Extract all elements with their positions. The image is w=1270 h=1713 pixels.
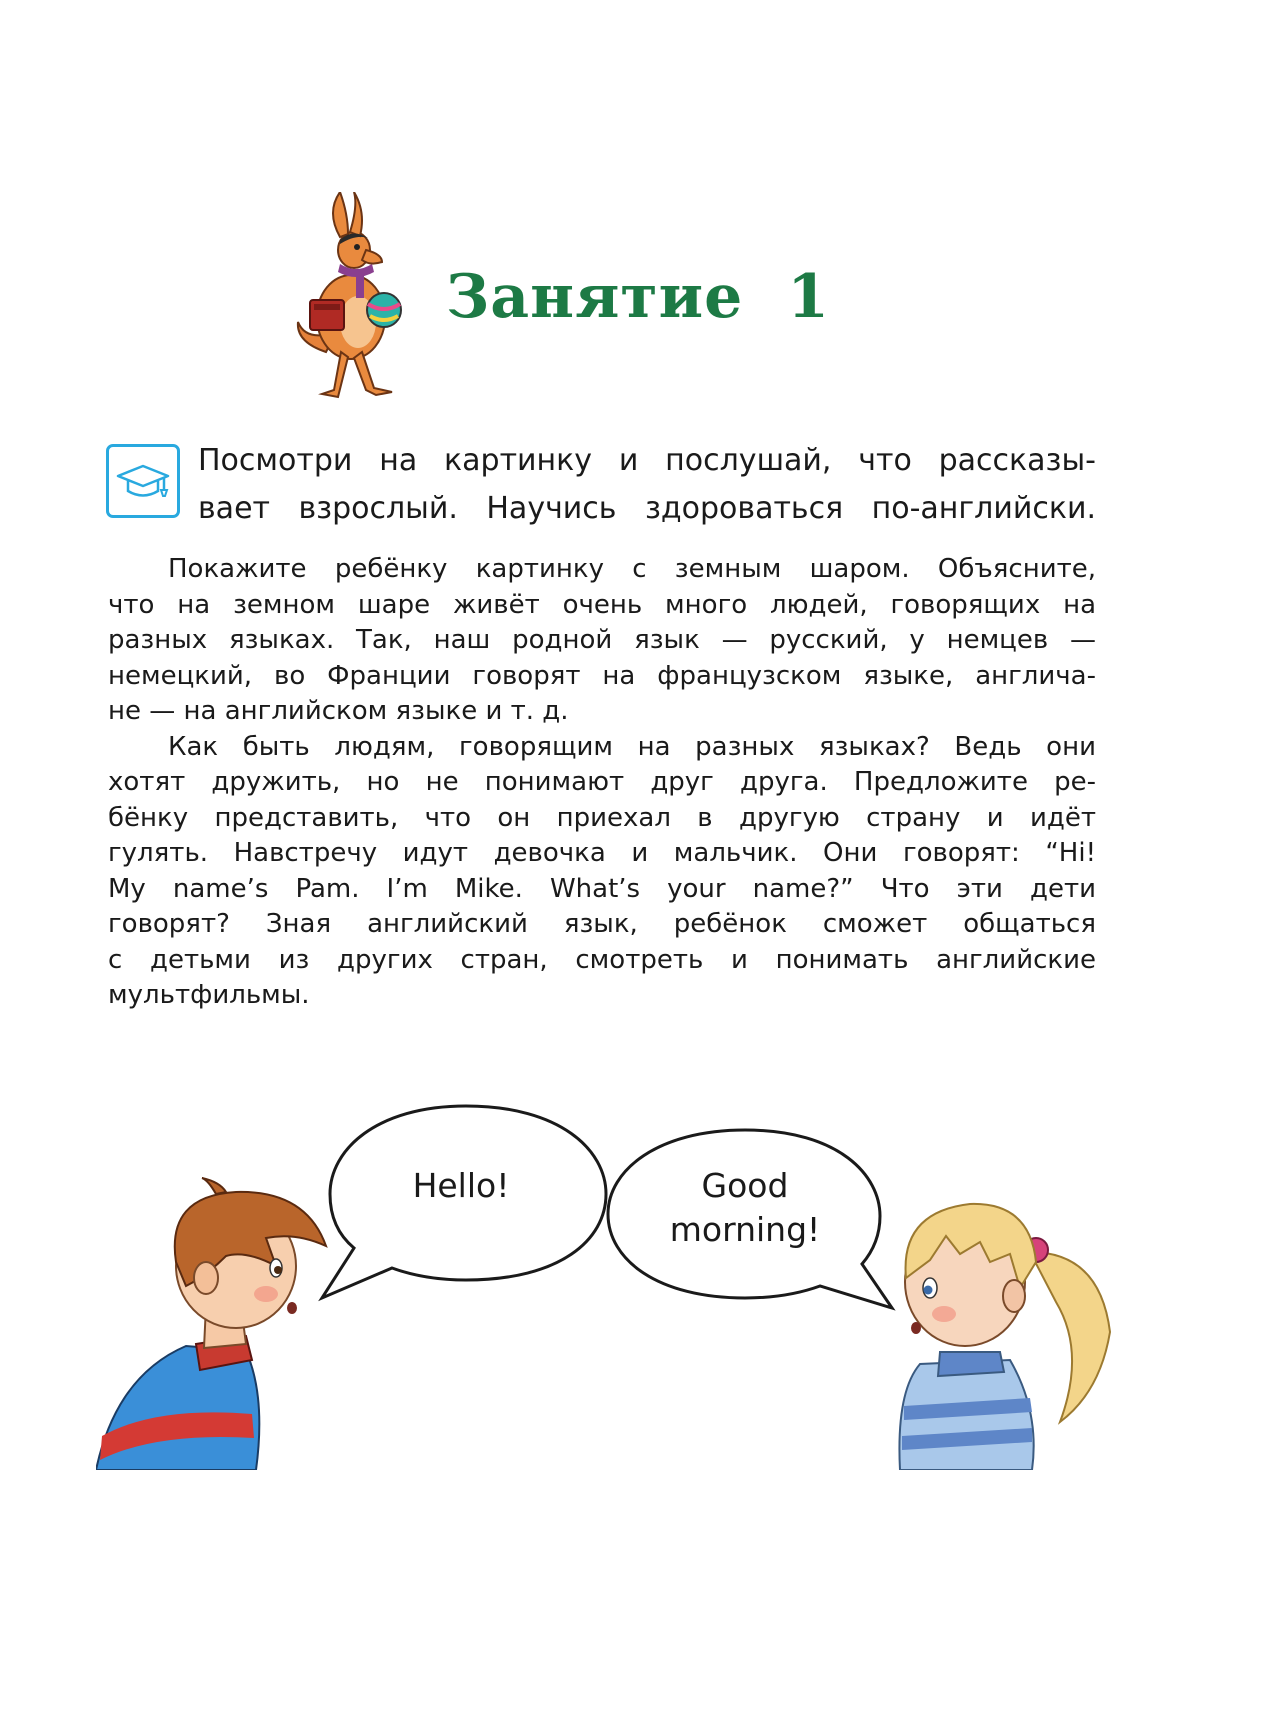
- girl-speech-text-line-1: Good: [701, 1166, 789, 1205]
- instruction-line: гулять. Навстречу идут девочка и мальчик. Они говорят: “Hi!: [108, 838, 1096, 868]
- lesson-title: [446, 262, 830, 332]
- girl-speech-text-line-2: morning!: [669, 1210, 821, 1249]
- kangaroo-mascot-illustration: [296, 192, 416, 402]
- boy-illustration: [96, 1176, 336, 1470]
- instruction-line: не — на английском языке и т. д.: [108, 696, 569, 726]
- graduation-cap-icon: [106, 444, 180, 518]
- instruction-line: что на земном шаре живёт очень много людей, говорящих на: [108, 589, 1096, 620]
- instruction-line: My name’s Pam. I’m Mike. What’s your name?” Что эти дети: [108, 873, 1096, 904]
- task-line: вает взрослый. Научись здороваться по-английски.: [198, 491, 1096, 526]
- lesson-number: 1: [787, 262, 830, 332]
- instruction-line: бёнку представить, что он приехал в другую страну и идёт: [108, 802, 1096, 833]
- instruction-line: хотят дружить, но не понимают друг друга. Предложите ре-: [108, 767, 1096, 797]
- instruction-line: мультфильмы.: [108, 980, 310, 1010]
- lesson-title-word: Занятие: [446, 262, 744, 332]
- instruction-line: немецкий, во Франции говорят на французском языке, англича-: [108, 660, 1096, 691]
- boy-speech-text: Hello!: [412, 1166, 510, 1205]
- instruction-line: Как быть людям, говорящим на разных языках? Ведь они: [168, 731, 1096, 762]
- task-line: Посмотри на картинку и послушай, что рассказы-: [198, 443, 1096, 478]
- girl-illustration: [860, 1192, 1122, 1470]
- instruction-line: разных языках. Так, наш родной язык — русский, у немцев —: [108, 625, 1096, 655]
- instruction-line: говорят? Зная английский язык, ребёнок сможет общаться: [108, 909, 1096, 939]
- instruction-line: Покажите ребёнку картинку с земным шаром. Объясните,: [168, 554, 1096, 584]
- instruction-line: с детьми из других стран, смотреть и понимать английские: [108, 944, 1096, 975]
